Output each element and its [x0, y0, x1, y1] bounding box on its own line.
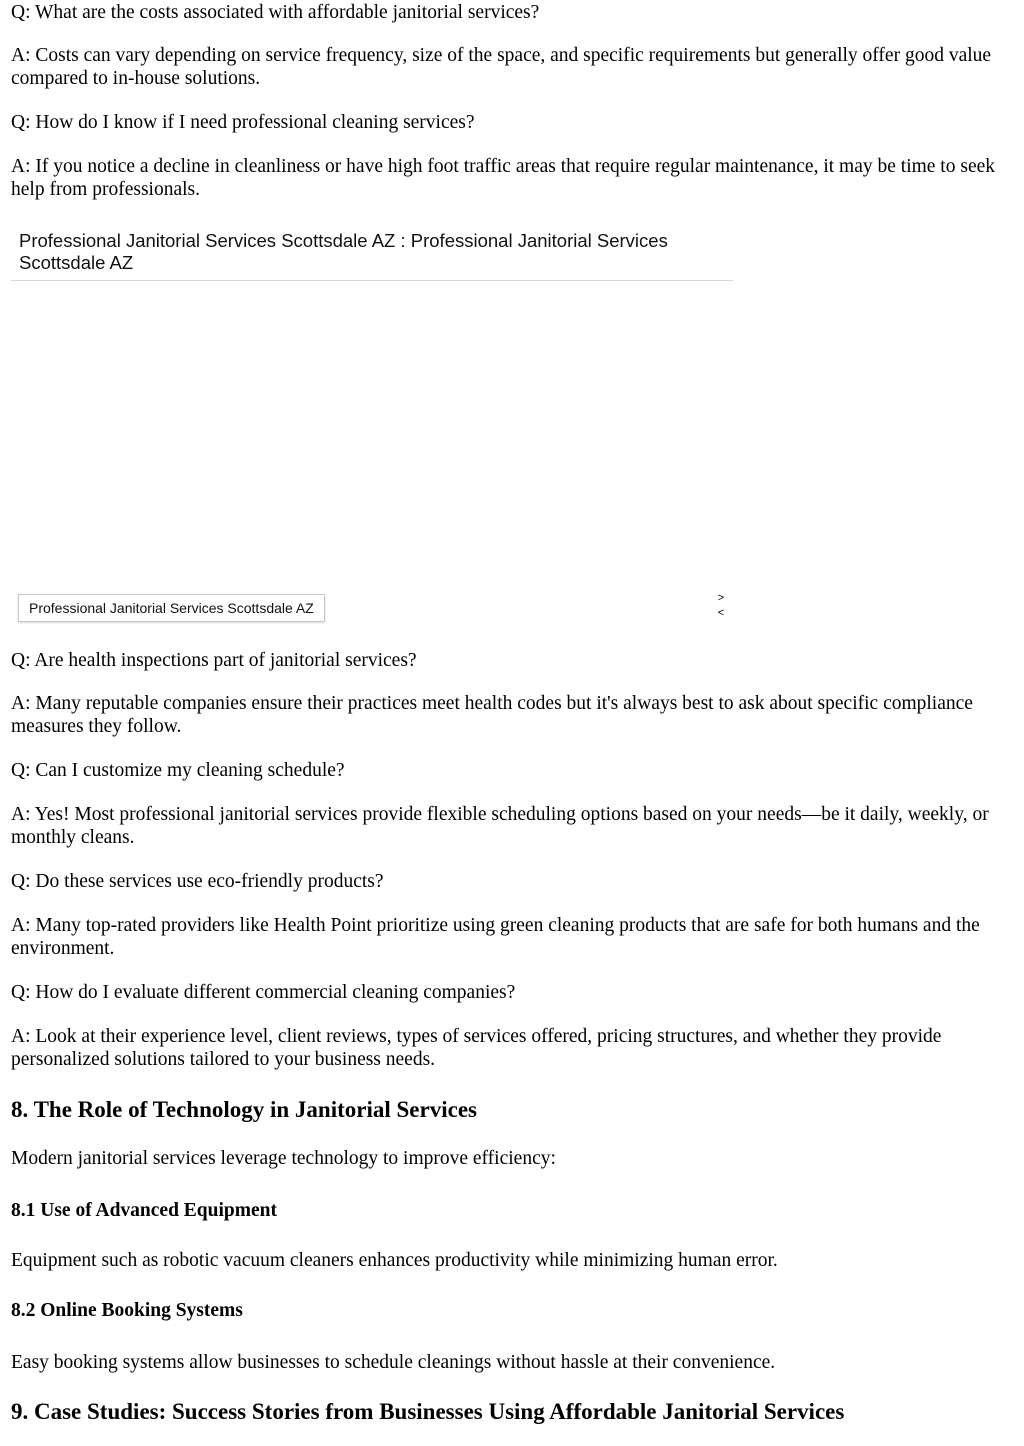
map-title[interactable]: Professional Janitorial Services Scottsdale AZ : Professional Janitorial Services Scottsdale AZ — [19, 230, 668, 273]
faq-answer: A: Costs can vary depending on service frequency, size of the space, and specific requirements but generally offer good value compared to in-house solutions. — [11, 45, 992, 89]
section-intro: Modern janitorial services leverage technology to improve efficiency: — [11, 1148, 556, 1169]
faq-question: Q: How do I know if I need professional cleaning services? — [11, 112, 475, 133]
faq-question: Q: Are health inspections part of janitorial services? — [11, 650, 417, 671]
subsection-text: Easy booking systems allow businesses to schedule cleanings without hassle at their convenience. — [11, 1352, 776, 1373]
faq-question: Q: Can I customize my cleaning schedule? — [11, 760, 345, 781]
faq-answer: A: If you notice a decline in cleanliness or have high foot traffic areas that require regular maintenance, it may be time to seek help from professionals. — [11, 156, 995, 200]
faq-question: Q: What are the costs associated with affordable janitorial services? — [11, 2, 540, 23]
next-arrow-icon[interactable]: > — [717, 592, 725, 604]
faq-answer: A: Yes! Most professional janitorial services provide flexible scheduling options based on your needs—be it daily, weekly, or monthly cleans. — [11, 804, 989, 848]
embedded-map[interactable] — [11, 225, 733, 630]
faq-question: Q: Do these services use eco-friendly products? — [11, 871, 384, 892]
section-heading: 8. The Role of Technology in Janitorial Services — [11, 1097, 477, 1122]
faq-answer: A: Look at their experience level, client reviews, types of services offered, pricing structures, and whether they provide personalized solutions tailored to your business needs. — [11, 1026, 942, 1070]
faq-answer: A: Many top-rated providers like Health Point prioritize using green cleaning products that are safe for both humans and the environment. — [11, 915, 980, 959]
map-nav-arrows — [715, 591, 727, 621]
subsection-heading: 8.2 Online Booking Systems — [11, 1300, 243, 1321]
subsection-heading: 8.1 Use of Advanced Equipment — [11, 1200, 277, 1221]
subsection-text: Equipment such as robotic vacuum cleaners enhances productivity while minimizing human error. — [11, 1250, 778, 1271]
section-heading: 9. Case Studies: Success Stories from Businesses Using Affordable Janitorial Services — [11, 1399, 845, 1424]
faq-answer: A: Many reputable companies ensure their practices meet health codes but it's always best to ask about specific compliance measures they follow. — [11, 693, 973, 737]
map-place-label[interactable]: Professional Janitorial Services Scottsdale AZ — [18, 594, 325, 622]
prev-arrow-icon[interactable]: < — [717, 607, 725, 619]
map-divider — [11, 280, 733, 281]
faq-question: Q: How do I evaluate different commercial cleaning companies? — [11, 982, 516, 1003]
